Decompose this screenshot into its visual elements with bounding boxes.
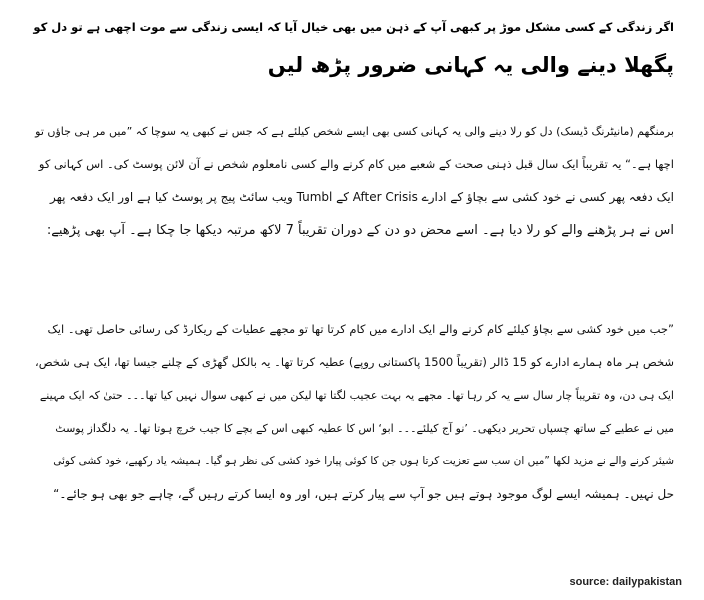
- paragraph-line: ایک دفعہ پھر کسی نے خود کشی سے بچاؤ کے ادارے After Crisis کے Tumbl ویب سائٹ پیج پر پوسٹ کیا ہے اور ایک دفعہ پھر: [50, 190, 674, 204]
- paragraph-line: حل نہیں۔ ہمیشہ ایسے لوگ موجود ہوتے ہیں جو آپ سے پیار کرتے ہیں، اور وہ ایسا کرتے رہیں گے، چاہے جو بھی ہو جائے۔“: [53, 487, 674, 501]
- heading-line: پگھلا دینے والی یہ کہانی ضرور پڑھ لیں: [267, 53, 674, 77]
- heading-line: اگر زندگی کے کسی مشکل موڑ پر کبھی آپ کے ذہن میں بھی خیال آیا کہ ایسی زندگی سے موت اچھی ہے تو دل کو: [33, 20, 674, 34]
- article-paragraph-quote: [30, 313, 674, 511]
- article-paragraph-intro: [30, 115, 674, 247]
- paragraph-line: اچھا ہے۔“ یہ تقریباً ایک سال قبل ذہنی صحت کے شعبے میں کام کرنے والے کسی نامعلوم شخص نے آن لائن پوسٹ کی۔ اس کہانی کو: [38, 157, 674, 171]
- paragraph-line: شیئر کرنے والے نے مزید لکھا ”میں ان سب سے تعزیت کرتا ہوں جن کا کوئی پیارا خود کشی کی نظر ہو گیا۔ ہمیشہ یاد رکھیے، خود کشی کوئی: [53, 455, 674, 467]
- paragraph-line: اس نے ہر پڑھنے والے کو رلا دیا ہے۔ اسے محض دو دن کے دوران تقریباً 7 لاکھ مرتبہ دیکھا جا چکا ہے۔ آپ بھی پڑھیے:: [46, 223, 674, 238]
- source-credit: source: dailypakistan: [569, 576, 682, 588]
- article-heading: [30, 8, 674, 84]
- paragraph-line: شخص ہر ماہ ہمارے ادارے کو 15 ڈالر (تقریباً 1500 پاکستانی روپے) عطیہ کرتا تھا۔ یہ بالکل گھڑی کے چلنے جیسا تھا، ایک ہی شخص،: [35, 355, 674, 369]
- paragraph-line: ”جب میں خود کشی سے بچاؤ کیلئے کام کرنے والے ایک ادارے میں کام کرتا تھا تو مجھے عطیات کے ریکارڈ کی رسائی حاصل تھی۔ ایک: [47, 322, 674, 336]
- paragraph-line: ایک ہی دن، وہ تقریباً چار سال سے یہ کر رہا تھا۔ مجھے یہ بہت عجیب لگتا تھا لیکن میں نے کبھی سوال نہیں کیا تھا۔۔۔ حتیٰ کہ ایک مہینے: [39, 389, 674, 402]
- paragraph-line: میں نے عطیے کے ساتھ چسپاں تحریر دیکھی۔ ’نو آج کیلئے۔۔۔ ابو‘ اس کا عطیہ کبھی اس کے بچے کا جیب خرچ ہوتا تھا۔ یہ دلگداز پوسٹ: [55, 422, 674, 435]
- paragraph-line: برمنگھم (مانیٹرنگ ڈیسک) دل کو رلا دینے والی یہ کہانی کسی بھی ایسے شخص کیلئے ہے کہ جس نے کبھی یہ سوچا کہ ”میں مر ہی جاؤں تو: [35, 125, 674, 138]
